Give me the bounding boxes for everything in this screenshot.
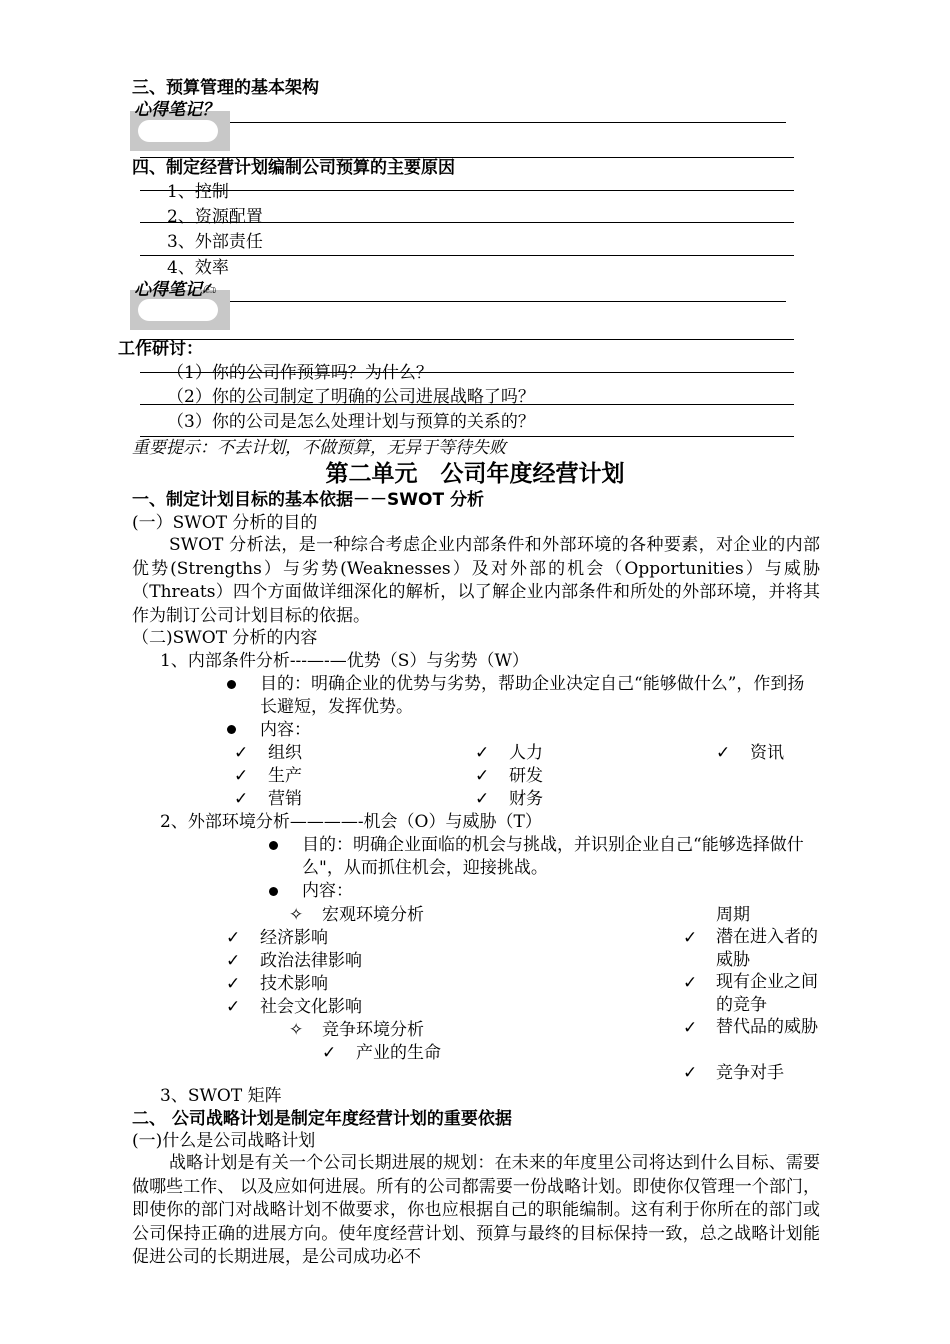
check-icon: ✓ [716, 743, 731, 763]
check-icon: ✓ [234, 789, 249, 809]
content-label: 内容： [260, 720, 311, 740]
right-check-item: 竞争对手 [716, 1063, 784, 1083]
internal-heading: 1、内部条件分析---—-—优势（S）与劣势（W） [160, 651, 529, 671]
swot-purpose-paragraph: SWOT 分析法，是一种综合考虑企业内部条件和外部环境的各种要素，对企业的内部优势(Strengths）与劣势(Weaknesses）及对外部的机会（Opportunities）与威胁（Threats）四个方面做详细深化的解析，以了解企业内部条件和所处的外部环境，并将其作为制订公司计划目标的依据。 [132, 535, 820, 626]
right-check-item: 现有企业之间的竞争 [716, 972, 818, 1015]
diamond-icon: ✧ [289, 1020, 304, 1040]
check-icon: ✓ [683, 1018, 698, 1038]
note-label: 心得笔记✍ [134, 280, 217, 300]
subsection-heading: (一)什么是公司战略计划 [132, 1131, 316, 1151]
check-icon: ✓ [683, 1063, 698, 1083]
section-3-heading: 三、预算管理的基本架构 [132, 78, 319, 98]
check-icon: ✓ [475, 789, 490, 809]
question-item: （3）你的公司是怎么处理计划与预算的关系的？ [167, 412, 535, 432]
check-item: 生产 [268, 766, 302, 786]
check-item: 研发 [509, 766, 543, 786]
check-icon: ✓ [683, 928, 698, 948]
subsection-heading: （二)SWOT 分析的内容 [132, 628, 318, 648]
bullet-icon [269, 841, 278, 850]
external-heading: 2、外部环境分析————-机会（O）与威胁（T） [160, 812, 542, 832]
check-icon: ✓ [234, 743, 249, 763]
swot-matrix-heading: 3、SWOT 矩阵 [160, 1086, 282, 1106]
rule-line [140, 190, 794, 191]
rule-line [140, 222, 794, 223]
note-line [140, 339, 794, 340]
check-item: 营销 [268, 789, 302, 809]
check-icon: ✓ [234, 766, 249, 786]
check-icon: ✓ [226, 951, 241, 971]
check-icon: ✓ [322, 1043, 337, 1063]
rule-line [140, 255, 794, 256]
bullet-icon [227, 725, 236, 734]
check-icon: ✓ [226, 974, 241, 994]
compete-label: 竞争环境分析 [322, 1020, 424, 1040]
list-item: 4、效率 [167, 258, 229, 278]
bullet-icon [269, 887, 278, 896]
subsection-heading: (一）SWOT 分析的目的 [132, 513, 318, 533]
section-4-heading: 四、制定经营计划编制公司预算的主要原因 [132, 158, 455, 178]
question-item: （2）你的公司制定了明确的公司进展战略了吗？ [167, 387, 535, 407]
right-check-item: 潜在进入者的威胁 [716, 927, 818, 970]
rule-line [140, 404, 794, 405]
check-icon: ✓ [226, 997, 241, 1017]
diamond-icon: ✧ [289, 905, 304, 925]
list-item: 1、控制 [167, 182, 229, 202]
unit-title: 第二单元 公司年度经营计划 [325, 461, 625, 487]
check-item: 经济影响 [260, 928, 328, 948]
check-item: 资讯 [750, 743, 784, 763]
right-column-text: 周期 [716, 905, 750, 925]
rule-line [140, 372, 794, 373]
content-label: 内容： [302, 881, 353, 901]
work-heading: 工作研讨： [118, 339, 203, 359]
check-icon: ✓ [226, 928, 241, 948]
right-check-item: 替代品的威胁 [716, 1017, 818, 1037]
note-line [230, 122, 786, 123]
strategy-paragraph: 战略计划是有关一个公司长期进展的规划：在未来的年度里公司将达到什么目标、需要做哪些工作、 以及应如何进展。所有的公司都需要一份战略计划。即使你仅管理一个部门，即使你的部门对战略计划不做要求，你也应根据自己的职能编制。这有利于你所在的部门或公司保持正确的进展方向。使年度经营计划、预算与最终的目标保持一致，总之战略计划能促进公司的长期进展，是公司成功必不 [132, 1153, 820, 1267]
check-icon: ✓ [683, 973, 698, 993]
bullet-icon [227, 680, 236, 689]
check-icon: ✓ [475, 743, 490, 763]
question-item: （1）你的公司作预算吗？为什么？ [167, 363, 433, 383]
macro-label: 宏观环境分析 [322, 905, 424, 925]
external-purpose: 目的：明确企业面临的机会与挑战，并识别企业自己“能够选择做什么"，从而抓住机会，迎接挑战。 [302, 835, 804, 878]
check-item: 人力 [509, 743, 543, 763]
note-label: 心得笔记？ [134, 100, 219, 120]
check-item: 社会文化影响 [260, 997, 362, 1017]
note-line [230, 301, 786, 302]
check-item: 产业的生命 [356, 1043, 441, 1063]
internal-purpose: 目的：明确企业的优势与劣势，帮助企业决定自己“能够做什么”，作到扬长避短，发挥优势。 [260, 674, 805, 717]
check-item: 政治法律影响 [260, 951, 362, 971]
check-item: 组织 [268, 743, 302, 763]
list-item: 2、资源配置 [167, 207, 263, 227]
check-icon: ✓ [475, 766, 490, 786]
check-item: 技术影响 [260, 974, 328, 994]
check-item: 财务 [509, 789, 543, 809]
tip-text: 重要提示：不去计划，不做预算，无异于等待失败 [132, 438, 506, 458]
list-item: 3、外部责任 [167, 232, 263, 252]
section-heading: 二、 公司战略计划是制定年度经营计划的重要依据 [132, 1109, 512, 1129]
section-heading: 一、制定计划目标的基本依据－－SWOT 分析 [132, 490, 484, 510]
